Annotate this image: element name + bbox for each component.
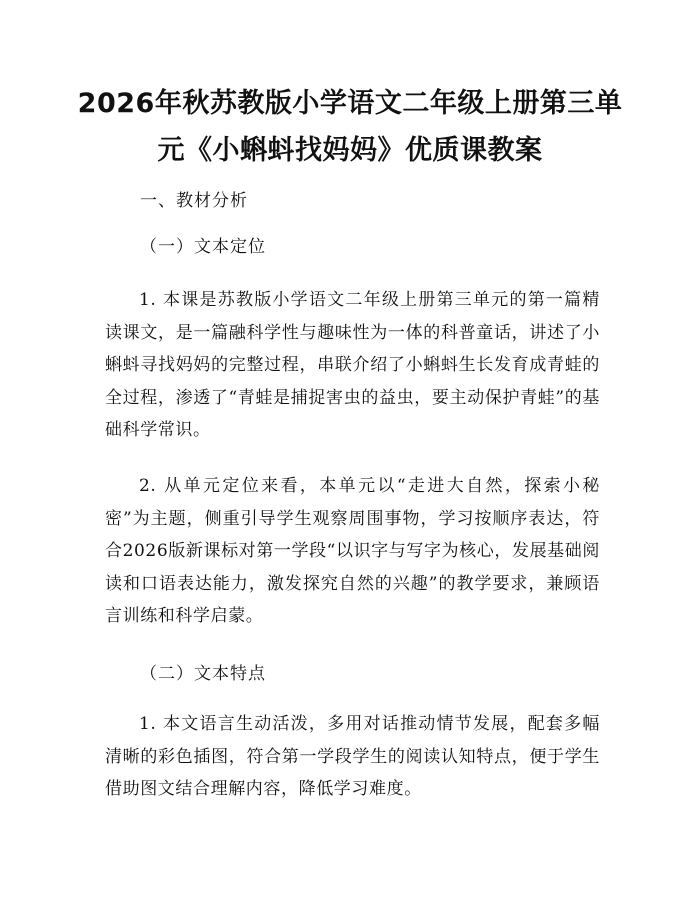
subsection-heading-text-positioning: （一）文本定位 [140, 237, 266, 257]
document-title-line-1: 2026年秋苏教版小学语文二年级上册第三单 [77, 88, 623, 119]
paragraph-3: 1. 本文语言生动活泼，多用对话推动情节发展，配套多幅清晰的彩色插图，符合第一学段学生的阅读认知特点，便于学生借助图文结合理解内容，降低学习难度。 [105, 714, 600, 799]
section-heading-teaching-material-analysis: 一、教材分析 [140, 191, 248, 211]
subsection-heading-text-features: （二）文本特点 [140, 664, 266, 684]
paragraph-2: 2. 从单元定位来看，本单元以“走进大自然，探索小秘密”为主题，侧重引导学生观察周围事物，学习按顺序表达，符合2026版新课标对第一学段“以识字与写字为核心，发展基础阅读和口语表达能力，激发探究自然的兴趣”的教学要求，兼顾语言训练和科学启蒙。 [105, 476, 600, 626]
paragraph-1: 1. 本课是苏教版小学语文二年级上册第三单元的第一篇精读课文，是一篇融科学性与趣味性为一体的科普童话，讲述了小蝌蚪寻找妈妈的完整过程，串联介绍了小蝌蚪生长发育成青蛙的全过程，渗透了“青蛙是捕捉害虫的益虫，要主动保护青蛙”的基础科学常识。 [105, 290, 600, 440]
document-title-line-2: 元《小蝌蚪找妈妈》优质课教案 [157, 135, 543, 166]
